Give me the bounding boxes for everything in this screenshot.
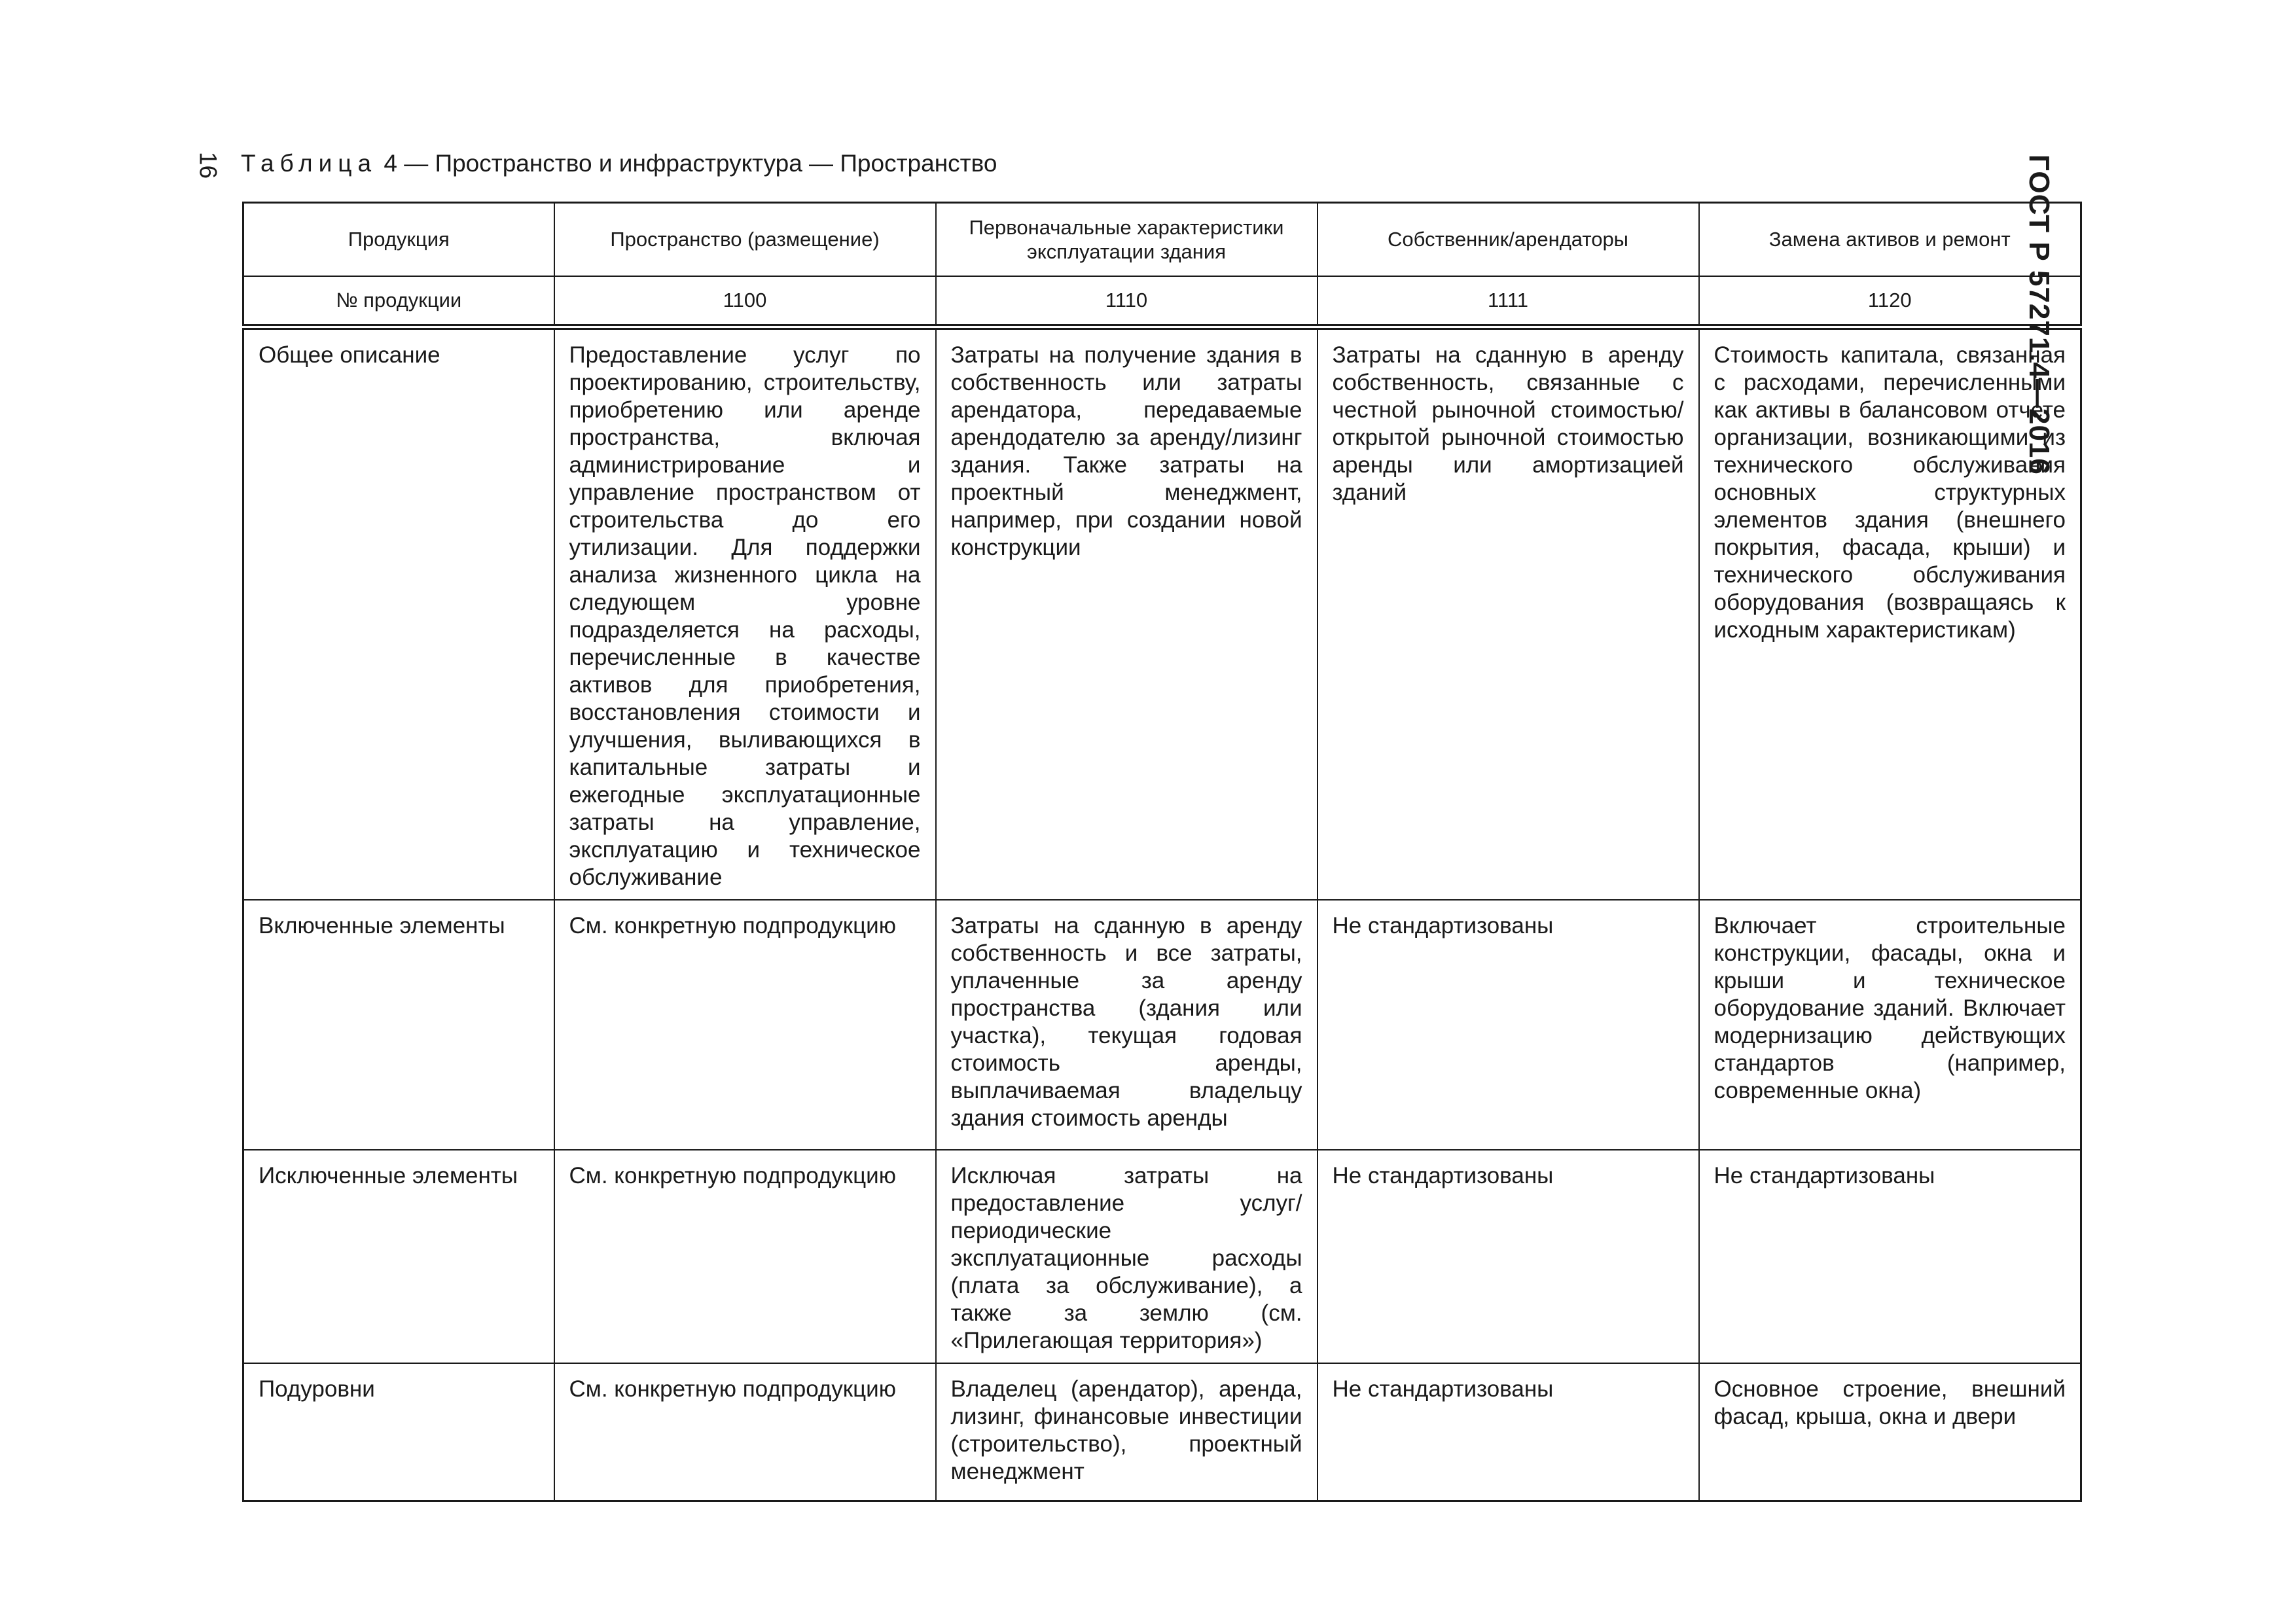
table-cell: Включает строительные конструкции, фасады, окна и крыши и техническое оборудование зданий. Включает модернизацию действующих стандартов (например, современные окна) [1699, 900, 2081, 1150]
table-cell: Не стандартизованы [1699, 1150, 2081, 1363]
table-cell: Затраты на сданную в аренду собственность, связанные с честной рыночной стоимостью/открытой рыночной стоимостью аренды или амортизацией зданий [1318, 327, 1699, 901]
row-label: Подуровни [243, 1363, 554, 1501]
row-label: Исключенные элементы [243, 1150, 554, 1363]
code-1120: 1120 [1699, 276, 2081, 327]
table-cell: Стоимость капитала, связанная с расходами, перечисленными как активы в балансовом отчете организации, возникающими из технического обслуживания основных структурных элементов здания (внешнего покрытия, фасада, крыши) и технического обслуживания оборудования (возвращаясь к исходным характеристикам) [1699, 327, 2081, 901]
code-1110: 1110 [936, 276, 1318, 327]
table-cell: См. конкретную подпродукцию [554, 900, 936, 1150]
table-cell: Не стандартизованы [1318, 1363, 1699, 1501]
header-asset-replacement: Замена активов и ремонт [1699, 203, 2081, 277]
table-caption [241, 150, 997, 177]
product-table [242, 202, 2082, 1502]
table-cell: Предоставление услуг по проектированию, строительству, приобретению или аренде пространства, включая администрирование и управление пространством от строительства до его утилизации. Для поддержки анализа жизненного цикла на следующем уровне подразделяется на расходы, перечисленные в качестве активов для приобретения, восстановления стоимости и улучшения, выливающихся в капитальные затраты и ежегодные эксплуатационные затраты на управление, эксплуатацию и техническое обслуживание [554, 327, 936, 901]
table-caption-text: 4 — Пространство и инфраструктура — Пространство [377, 150, 997, 177]
code-label: № продукции [243, 276, 554, 327]
row-label: Общее описание [243, 327, 554, 901]
code-1100: 1100 [554, 276, 936, 327]
table-row-general-description [243, 327, 2081, 901]
code-1111: 1111 [1318, 276, 1699, 327]
header-initial-characteristics: Первоначальные характеристики эксплуатации здания [936, 203, 1318, 277]
table-cell: Затраты на получение здания в собственность или затраты арендатора, передаваемые арендодателю за аренду/лизинг здания. Также затраты на проектный менеджмент, например, при создании новой конструкции [936, 327, 1318, 901]
table-cell: См. конкретную подпродукцию [554, 1363, 936, 1501]
table-cell: Исключая затраты на предоставление услуг/периодические эксплуатационные расходы (плата за обслуживание), а также за землю (см. «Прилегающая территория») [936, 1150, 1318, 1363]
table-cell: Затраты на сданную в аренду собственность и все затраты, уплаченные за аренду пространства (здания или участка), текущая годовая стоимость аренды, выплачиваемая владельцу здания стоимость аренды [936, 900, 1318, 1150]
page-number: 16 [194, 151, 222, 179]
header-product: Продукция [243, 203, 554, 277]
table-row-sublevels [243, 1363, 2081, 1501]
table-row-included-elements [243, 900, 2081, 1150]
row-label: Включенные элементы [243, 900, 554, 1150]
table-row-excluded-elements [243, 1150, 2081, 1363]
table-cell: Не стандартизованы [1318, 1150, 1699, 1363]
header-owner-tenants: Собственник/арендаторы [1318, 203, 1699, 277]
table-header-row [243, 203, 2081, 277]
table-cell: См. конкретную подпродукцию [554, 1150, 936, 1363]
table-caption-prefix: Таблица [241, 150, 378, 177]
header-space: Пространство (размещение) [554, 203, 936, 277]
table-cell: Основное строение, внешний фасад, крыша, окна и двери [1699, 1363, 2081, 1501]
table-cell: Владелец (арендатор), аренда, лизинг, финансовые инвестиции (строительство), проектный менеджмент [936, 1363, 1318, 1501]
table-cell: Не стандартизованы [1318, 900, 1699, 1150]
document-code: ГОСТ Р 57271.4—2016 [2023, 154, 2055, 475]
table-code-row [243, 276, 2081, 327]
